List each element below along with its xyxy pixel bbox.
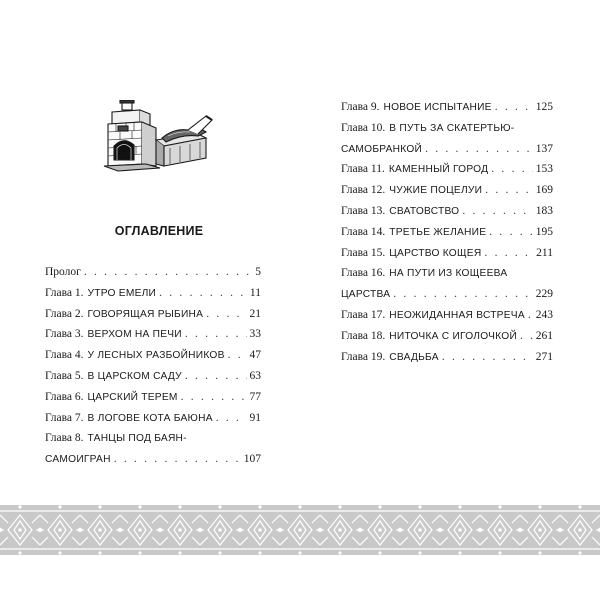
toc-entry-chapter-2[interactable] xyxy=(45,304,261,325)
entry-page: 125 xyxy=(535,101,553,113)
entry-title: НА ПУТИ ИЗ КОЩЕЕВА xyxy=(389,268,508,280)
leader-dots xyxy=(442,347,533,368)
toc-entry-chapter-3[interactable] xyxy=(45,324,261,345)
entry-title: СВАТОВСТВО xyxy=(389,205,460,217)
leader-dots xyxy=(425,139,533,160)
entry-page: 243 xyxy=(535,308,553,321)
leader-dots xyxy=(495,97,533,118)
leader-dots xyxy=(228,345,247,366)
entry-title-continued: САМОИГРАН xyxy=(45,454,111,466)
leader-dots xyxy=(185,366,247,387)
entry-number: Глава 15. xyxy=(341,246,386,259)
toc-entry-chapter-4[interactable] xyxy=(45,345,261,366)
entry-title: У ЛЕСНЫХ РАЗБОЙНИКОВ xyxy=(87,350,225,362)
leader-dots xyxy=(84,262,252,283)
leader-dots xyxy=(528,305,533,326)
toc-entry-chapter-12[interactable] xyxy=(341,180,553,201)
leader-dots xyxy=(520,326,533,347)
entry-title-continued: ЦАРСТВА xyxy=(341,289,391,301)
entry-page: 211 xyxy=(536,246,553,259)
entry-number: Глава 11. xyxy=(341,163,385,176)
leader-dots xyxy=(489,222,532,243)
entry-page: 63 xyxy=(249,369,261,382)
leader-dots xyxy=(491,159,532,180)
entry-number: Глава 1. xyxy=(45,286,84,299)
entry-number: Глава 2. xyxy=(45,307,84,320)
toc-entry-prologue[interactable] xyxy=(45,262,261,283)
entry-title: НОВОЕ ИСПЫТАНИЕ xyxy=(383,102,492,113)
entry-number: Глава 14. xyxy=(341,225,386,238)
entry-title: В ПУТЬ ЗА СКАТЕРТЬЮ- xyxy=(389,122,515,134)
toc-right-column xyxy=(341,97,553,367)
entry-title: ТРЕТЬЕ ЖЕЛАНИЕ xyxy=(389,226,487,238)
entry-number: Глава 17. xyxy=(341,308,386,321)
entry-number: Глава 12. xyxy=(341,184,386,197)
entry-page: 107 xyxy=(243,453,261,466)
entry-number: Пролог xyxy=(45,266,81,278)
toc-entry-chapter-15[interactable] xyxy=(341,243,553,264)
entry-page: 195 xyxy=(535,225,553,238)
entry-title: ТАНЦЫ ПОД БАЯН- xyxy=(87,433,187,445)
leader-dots xyxy=(114,449,241,470)
entry-page: 77 xyxy=(249,390,261,403)
entry-number: Глава 4. xyxy=(45,349,84,362)
entry-title-continued: САМОБРАНКОЙ xyxy=(341,143,423,155)
leader-dots xyxy=(485,180,533,201)
entry-number: Глава 9. xyxy=(341,101,380,113)
entry-number: Глава 8. xyxy=(45,432,84,445)
entry-title: СВАДЬБА xyxy=(389,351,439,363)
entry-number: Глава 3. xyxy=(45,328,84,341)
toc-entry-chapter-13[interactable] xyxy=(341,201,553,222)
entry-title: УТРО ЕМЕЛИ xyxy=(87,287,157,299)
entry-title: ЦАРСКИЙ ТЕРЕМ xyxy=(87,391,178,403)
entry-page: 5 xyxy=(255,266,261,278)
entry-title: ВЕРХОМ НА ПЕЧИ xyxy=(87,329,182,341)
entry-number: Глава 6. xyxy=(45,390,84,403)
entry-page: 137 xyxy=(535,142,553,155)
entry-page: 21 xyxy=(249,307,261,320)
toc-entry-chapter-5[interactable] xyxy=(45,366,261,387)
entry-page: 153 xyxy=(535,163,553,176)
entry-page: 261 xyxy=(535,329,553,342)
entry-number: Глава 19. xyxy=(341,350,386,363)
toc-entry-chapter-16[interactable] xyxy=(341,263,553,305)
toc-entry-chapter-11[interactable] xyxy=(341,159,553,180)
entry-page: 183 xyxy=(535,204,553,217)
leader-dots xyxy=(216,408,247,429)
toc-entry-chapter-7[interactable] xyxy=(45,408,261,429)
toc-entry-chapter-18[interactable] xyxy=(341,326,553,347)
entry-number: Глава 5. xyxy=(45,369,84,382)
entry-title: В ЛОГОВЕ КОТА БАЮНА xyxy=(87,412,213,424)
entry-page: 169 xyxy=(535,184,553,197)
entry-title: НЕОЖИДАННАЯ ВСТРЕЧА xyxy=(389,309,525,321)
russian-stove-icon xyxy=(102,100,214,172)
leader-dots xyxy=(206,304,246,325)
folk-ornament-border xyxy=(0,505,600,555)
entry-number: Глава 16. xyxy=(341,267,386,280)
entry-title: В ЦАРСКОМ САДУ xyxy=(87,370,182,382)
entry-page: 91 xyxy=(249,411,261,424)
entry-page: 47 xyxy=(249,349,261,362)
leader-dots xyxy=(393,284,532,305)
entry-page: 11 xyxy=(249,286,261,299)
entry-number: Глава 18. xyxy=(341,329,386,342)
toc-entry-chapter-6[interactable] xyxy=(45,387,261,408)
leader-dots xyxy=(462,201,532,222)
toc-title: ОГЛАВЛЕНИЕ xyxy=(114,224,204,238)
entry-title: ЧУЖИЕ ПОЦЕЛУИ xyxy=(389,185,483,197)
entry-page: 229 xyxy=(535,288,553,301)
entry-title: КАМЕННЫЙ ГОРОД xyxy=(388,164,489,176)
toc-entry-chapter-9[interactable] xyxy=(341,97,553,118)
entry-number: Глава 7. xyxy=(45,411,84,424)
leader-dots xyxy=(159,283,247,304)
leader-dots xyxy=(185,324,247,345)
leader-dots xyxy=(181,387,247,408)
entry-title: ЦАРСТВО КОЩЕЯ xyxy=(389,247,482,259)
entry-title: НИТОЧКА С ИГОЛОЧКОЙ xyxy=(389,330,518,342)
toc-entry-chapter-10[interactable] xyxy=(341,118,553,160)
entry-number: Глава 10. xyxy=(341,121,386,134)
toc-entry-chapter-17[interactable] xyxy=(341,305,553,326)
toc-entry-chapter-8[interactable] xyxy=(45,428,261,470)
entry-title: ГОВОРЯЩАЯ РЫБИНА xyxy=(87,308,204,320)
toc-entry-chapter-19[interactable] xyxy=(341,347,553,368)
entry-page: 271 xyxy=(535,350,553,363)
toc-entry-chapter-14[interactable] xyxy=(341,222,553,243)
toc-left-column xyxy=(45,262,261,470)
entry-number: Глава 13. xyxy=(341,204,386,217)
leader-dots xyxy=(484,243,533,264)
entry-page: 33 xyxy=(249,328,261,341)
toc-entry-chapter-1[interactable] xyxy=(45,283,261,304)
